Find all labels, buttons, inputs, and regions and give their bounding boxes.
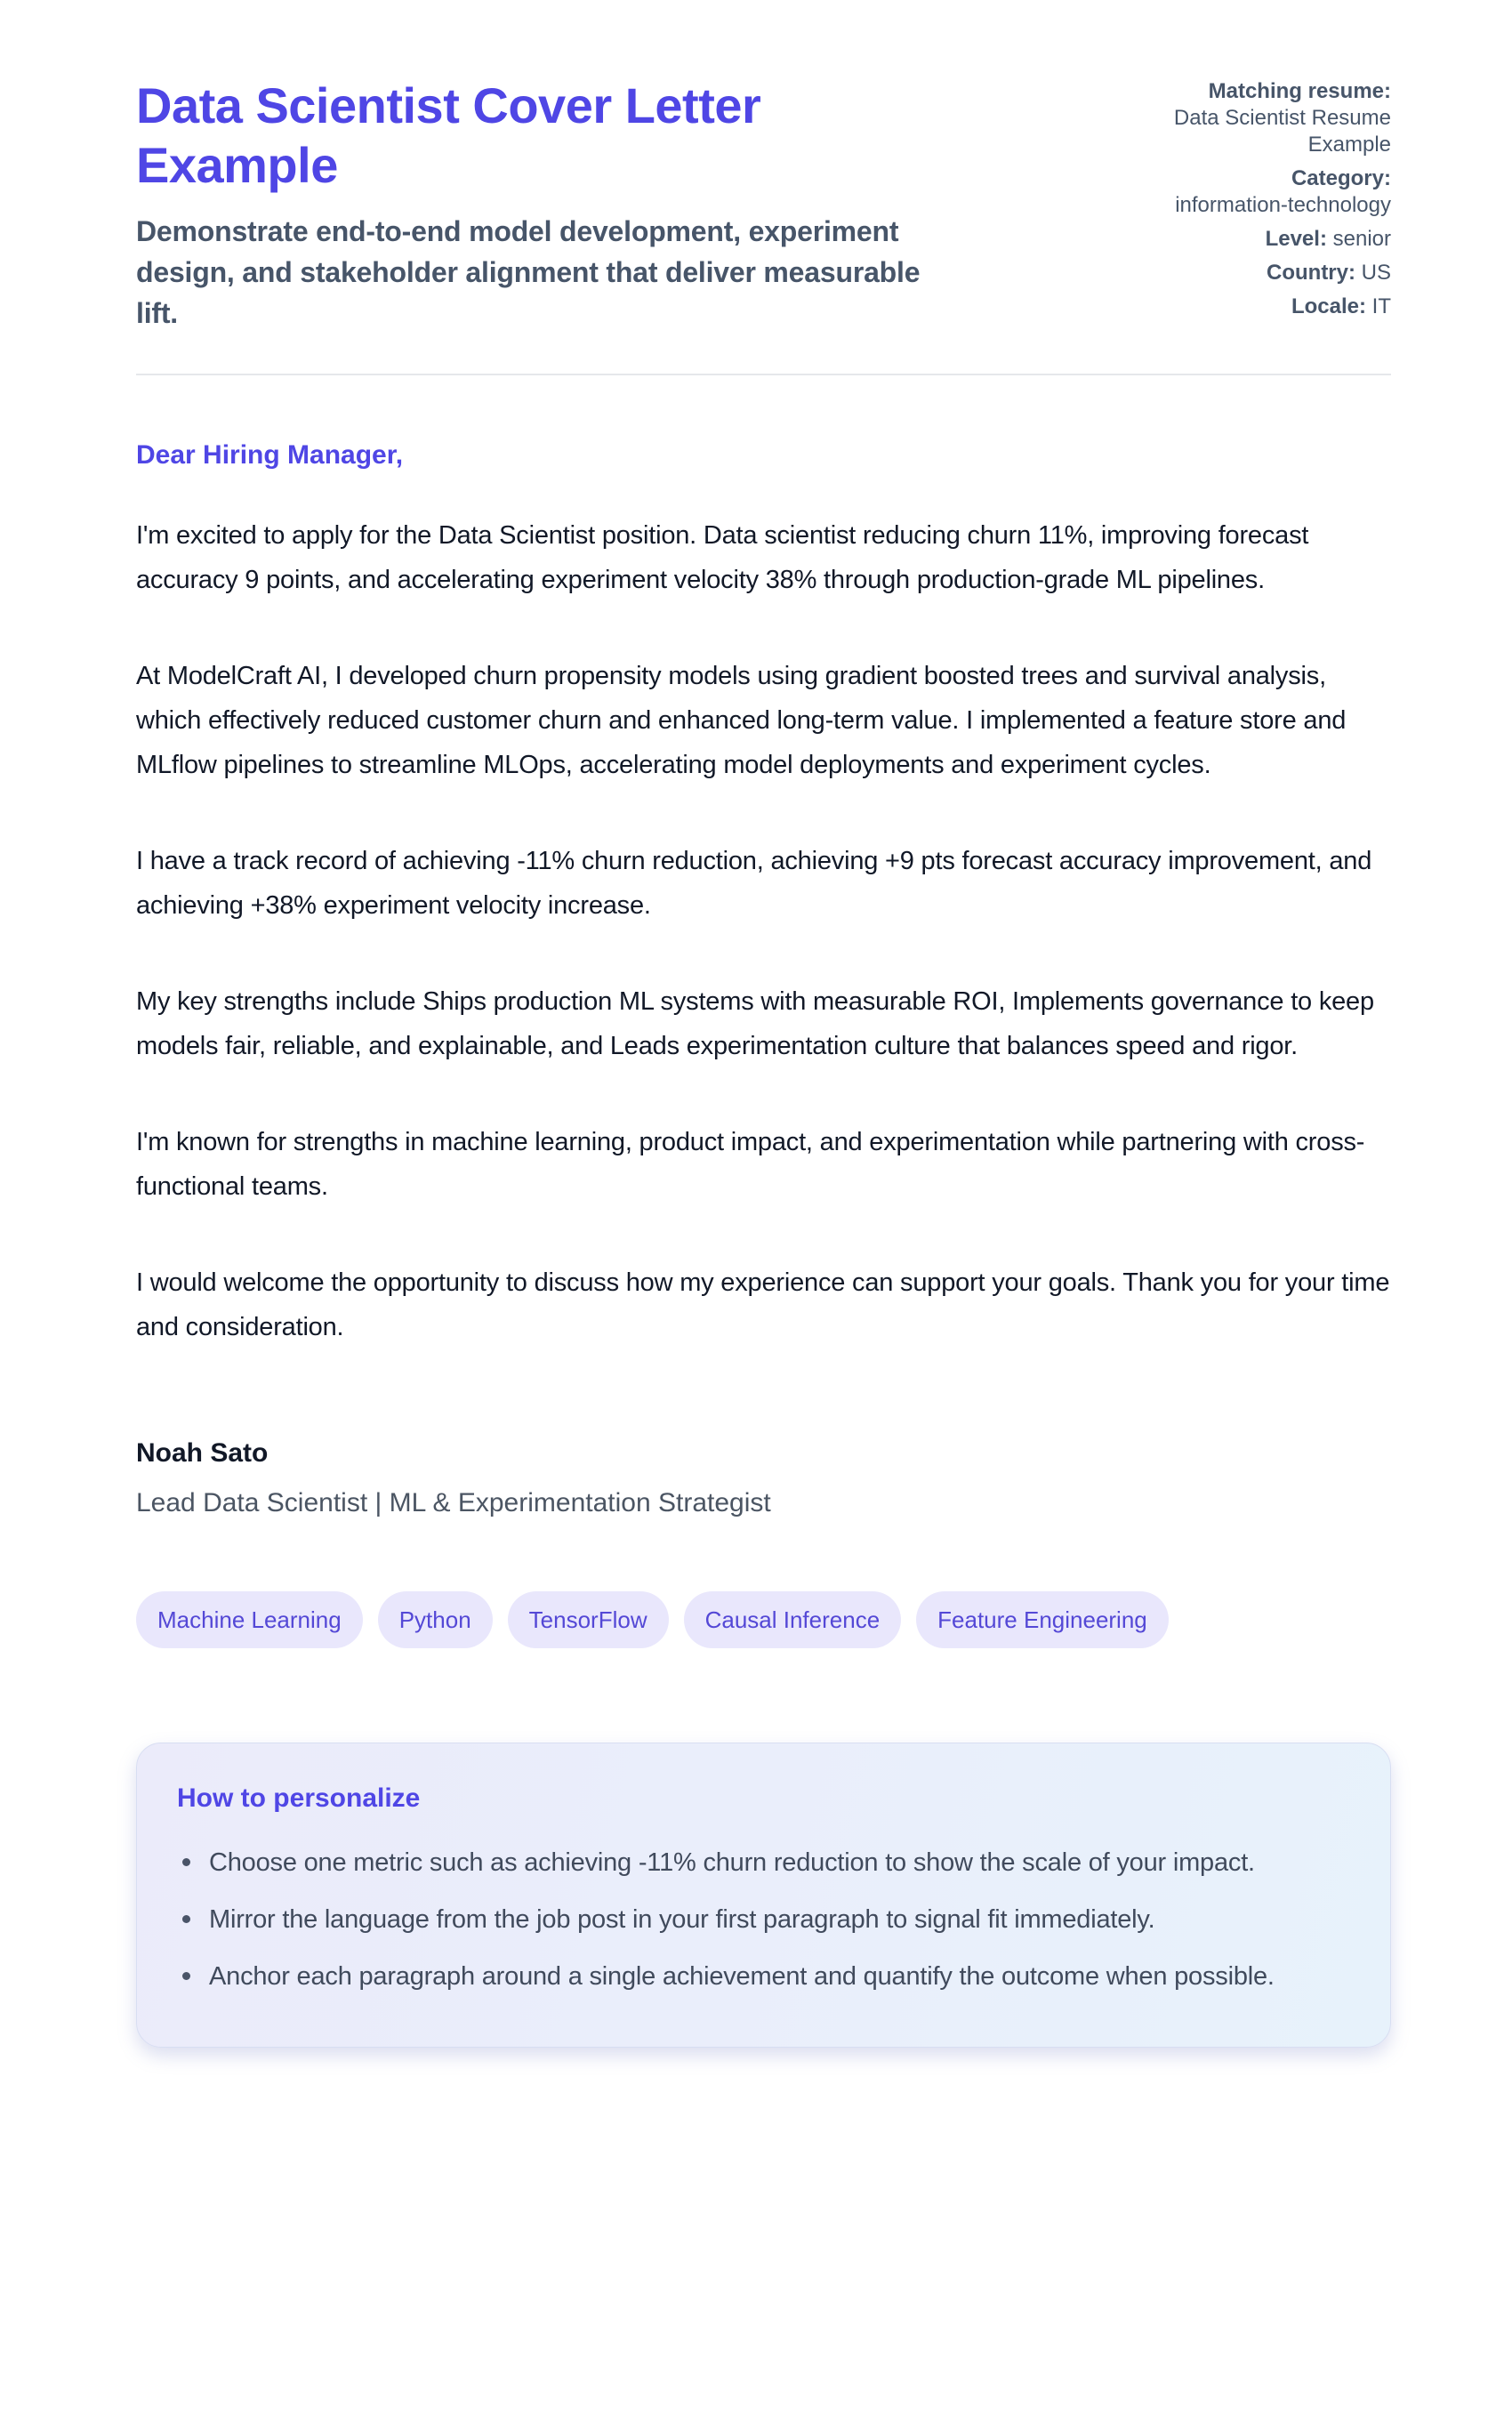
paragraph-experience: At ModelCraft AI, I developed churn propensity models using gradient boosted trees and survival analysis, which effectively reduced customer churn and enhanced long-term value. I implemented a feature store and MLflow pipelines to streamline MLOps, accelerating model deployments and experiment cycles. [136, 662, 1347, 780]
paragraph-known-for: I'm known for strengths in machine learning, product impact, and experimentation while partnering with cross-functional teams. [136, 1128, 1365, 1202]
meta-label: Level: [1265, 227, 1327, 251]
meta-label: Country: [1267, 261, 1355, 285]
meta-value: US [1361, 261, 1391, 285]
skill-tag-causal-inference[interactable]: Causal Inference [684, 1591, 902, 1648]
header-text-block [136, 76, 945, 334]
skill-tag-machine-learning[interactable]: Machine Learning [136, 1591, 363, 1648]
personalize-list [177, 1840, 1350, 1999]
meta-value: IT [1371, 294, 1391, 318]
tip-item [177, 1954, 1350, 1999]
tip-text: Choose one metric such as achieving -11% churn reduction to show the scale of your impact. [209, 1848, 1255, 1878]
paragraph-strengths: My key strengths include Ships production ML systems with measurable ROI, Implements governance to keep models fair, reliable, and explainable, and Leads experimentation culture that balances speed and rigor. [136, 987, 1374, 1061]
meta-value: information-technology [1175, 193, 1391, 217]
skill-tag-tensorflow[interactable]: TensorFlow [508, 1591, 669, 1648]
personalize-box [136, 1743, 1391, 2048]
tip-text: Anchor each paragraph around a single achievement and quantify the outcome when possible. [209, 1962, 1275, 1992]
meta-item-locale [1167, 294, 1391, 320]
greeting: Dear Hiring Manager, [136, 440, 404, 471]
personalize-heading: How to personalize [177, 1783, 421, 1814]
page-subtitle: Demonstrate end-to-end model development, experiment design, and stakeholder alignment that deliver measurable lift. [136, 215, 921, 330]
meta-item-matching-resume [1167, 78, 1391, 158]
tip-item [177, 1840, 1350, 1885]
meta-item-level [1167, 226, 1391, 253]
header [136, 76, 1391, 334]
meta-label: Locale: [1291, 294, 1366, 318]
page-title: Data Scientist Cover Letter Example [136, 77, 761, 194]
signature-name: Noah Sato [136, 1438, 269, 1469]
paragraph-closing: I would welcome the opportunity to discuss how my experience can support your goals. Thank you for your time and consideration. [136, 1268, 1390, 1342]
letter-body [136, 440, 1391, 1518]
divider [136, 374, 1391, 375]
meta-item-country [1167, 260, 1391, 286]
meta-item-category [1167, 165, 1391, 219]
meta-panel [1167, 78, 1391, 327]
meta-label: Category: [1291, 166, 1391, 190]
skill-tag-python[interactable]: Python [378, 1591, 493, 1648]
signature-role: Lead Data Scientist | ML & Experimentation Strategist [136, 1488, 771, 1518]
meta-value: Data Scientist Resume Example [1173, 106, 1391, 157]
meta-label: Matching resume: [1208, 79, 1391, 103]
tip-item [177, 1897, 1350, 1942]
meta-value: senior [1332, 227, 1391, 251]
paragraph-track-record: I have a track record of achieving -11% churn reduction, achieving +9 pts forecast accuracy improvement, and achieving +38% experiment velocity increase. [136, 847, 1372, 921]
paragraph-intro: I'm excited to apply for the Data Scientist position. Data scientist reducing churn 11%, improving forecast accuracy 9 points, and accelerating experiment velocity 38% through production-grade ML pipelines. [136, 521, 1309, 595]
skill-tag-feature-engineering[interactable]: Feature Engineering [916, 1591, 1169, 1648]
tip-text: Mirror the language from the job post in your first paragraph to signal fit immediately. [209, 1905, 1155, 1935]
skill-tags [136, 1591, 1391, 1648]
